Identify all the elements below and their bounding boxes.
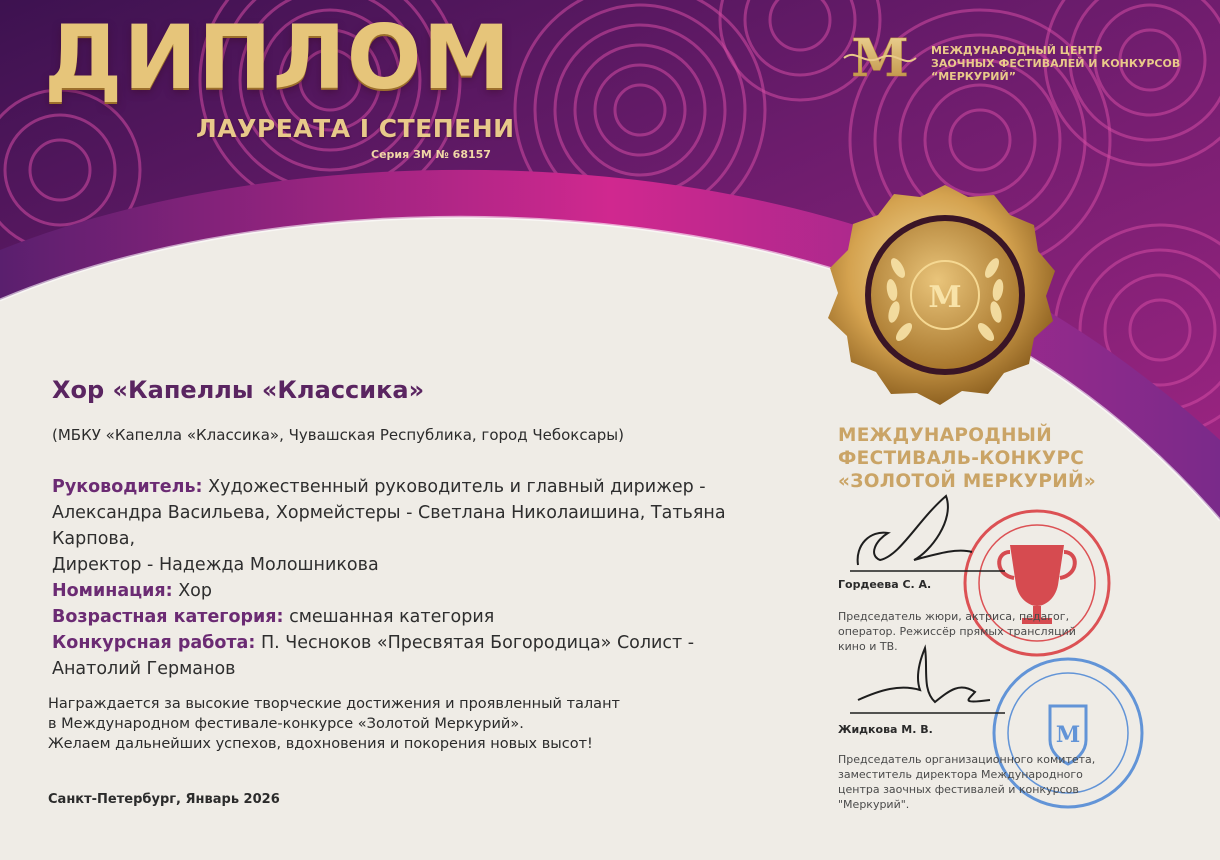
award-details bbox=[52, 474, 772, 682]
serial-number: Серия ЗМ № 68157 bbox=[371, 148, 491, 161]
signatory-1-role-line: Председатель жюри, актриса, педагог, bbox=[838, 610, 1070, 623]
award-text bbox=[48, 694, 620, 754]
signatory-2-role-line: Председатель организационного комитета, bbox=[838, 753, 1096, 766]
nomination-row bbox=[52, 578, 772, 604]
festival-line-2: ФЕСТИВАЛЬ-КОНКУРС bbox=[838, 448, 1085, 469]
competition-work-label: Конкурсная работа: bbox=[52, 633, 256, 653]
place-date: Санкт-Петербург, Январь 2026 bbox=[48, 792, 280, 807]
competition-work-value: П. Чесноков «Пресвятая Богородица» Солист - Анатолий Германов bbox=[52, 633, 695, 679]
award-line-1: Награждается за высокие творческие достижения и проявленный талант bbox=[48, 696, 620, 712]
age-category-row bbox=[52, 604, 772, 630]
diploma-subtitle: ЛАУРЕАТА I СТЕПЕНИ bbox=[196, 114, 515, 143]
signatory-2-name: Жидкова М. В. bbox=[838, 723, 933, 736]
mercury-logo-icon bbox=[838, 28, 922, 86]
recipient-institution: (МБКУ «Капелла «Классика», Чувашская Республика, город Чебоксары) bbox=[52, 426, 624, 444]
organizer-line-3: “МЕРКУРИЙ” bbox=[931, 70, 1016, 83]
organizer-name bbox=[931, 44, 1180, 83]
age-category-value: смешанная категория bbox=[289, 607, 495, 627]
leader-value: Художественный руководитель и главный дирижер - Александра Васильева, Хормейстеры - Светлана Николаишина, Татьяна Карпова, bbox=[52, 477, 726, 549]
leader-label: Руководитель: bbox=[52, 477, 203, 497]
signatory-2-role bbox=[838, 752, 1095, 812]
svg-text:M: M bbox=[1055, 722, 1081, 748]
festival-line-1: МЕЖДУНАРОДНЫЙ bbox=[838, 425, 1053, 446]
signatory-1-role-line: оператор. Режиссёр прямых трансляций bbox=[838, 625, 1076, 638]
signatory-1-role-line: кино и ТВ. bbox=[838, 640, 898, 653]
competition-work-row bbox=[52, 630, 772, 682]
signatory-2-role-line: заместитель директора Международного bbox=[838, 768, 1083, 781]
nomination-label: Номинация: bbox=[52, 581, 173, 601]
award-line-3: Желаем дальнейших успехов, вдохновения и покорения новых высот! bbox=[48, 736, 593, 752]
award-line-2: в Международном фестивале-конкурсе «Золотой Меркурий». bbox=[48, 716, 524, 732]
nomination-value: Хор bbox=[178, 581, 212, 601]
organizer-line-1: МЕЖДУНАРОДНЫЙ ЦЕНТР bbox=[931, 44, 1103, 57]
logo-letter: M bbox=[851, 28, 909, 86]
festival-name bbox=[838, 424, 1096, 493]
signatory-2-role-line: центра заочных фестивалей и конкурсов bbox=[838, 783, 1079, 796]
festival-line-3: «ЗОЛОТОЙ МЕРКУРИЙ» bbox=[838, 471, 1097, 492]
signatory-1-role bbox=[838, 609, 1076, 654]
director-row: Директор - Надежда Молошникова bbox=[52, 555, 379, 575]
svg-text:M: M bbox=[928, 280, 962, 315]
leader-row bbox=[52, 474, 772, 552]
diploma-title: ДИПЛОМ bbox=[44, 6, 512, 109]
recipient-name: Хор «Капеллы «Классика» bbox=[52, 376, 425, 404]
signatory-2-role-line: "Меркурий". bbox=[838, 798, 910, 811]
age-category-label: Возрастная категория: bbox=[52, 607, 284, 627]
signatory-1-name: Гордеева С. А. bbox=[838, 578, 932, 591]
organizer-line-2: ЗАОЧНЫХ ФЕСТИВАЛЕЙ И КОНКУРСОВ bbox=[931, 57, 1181, 70]
